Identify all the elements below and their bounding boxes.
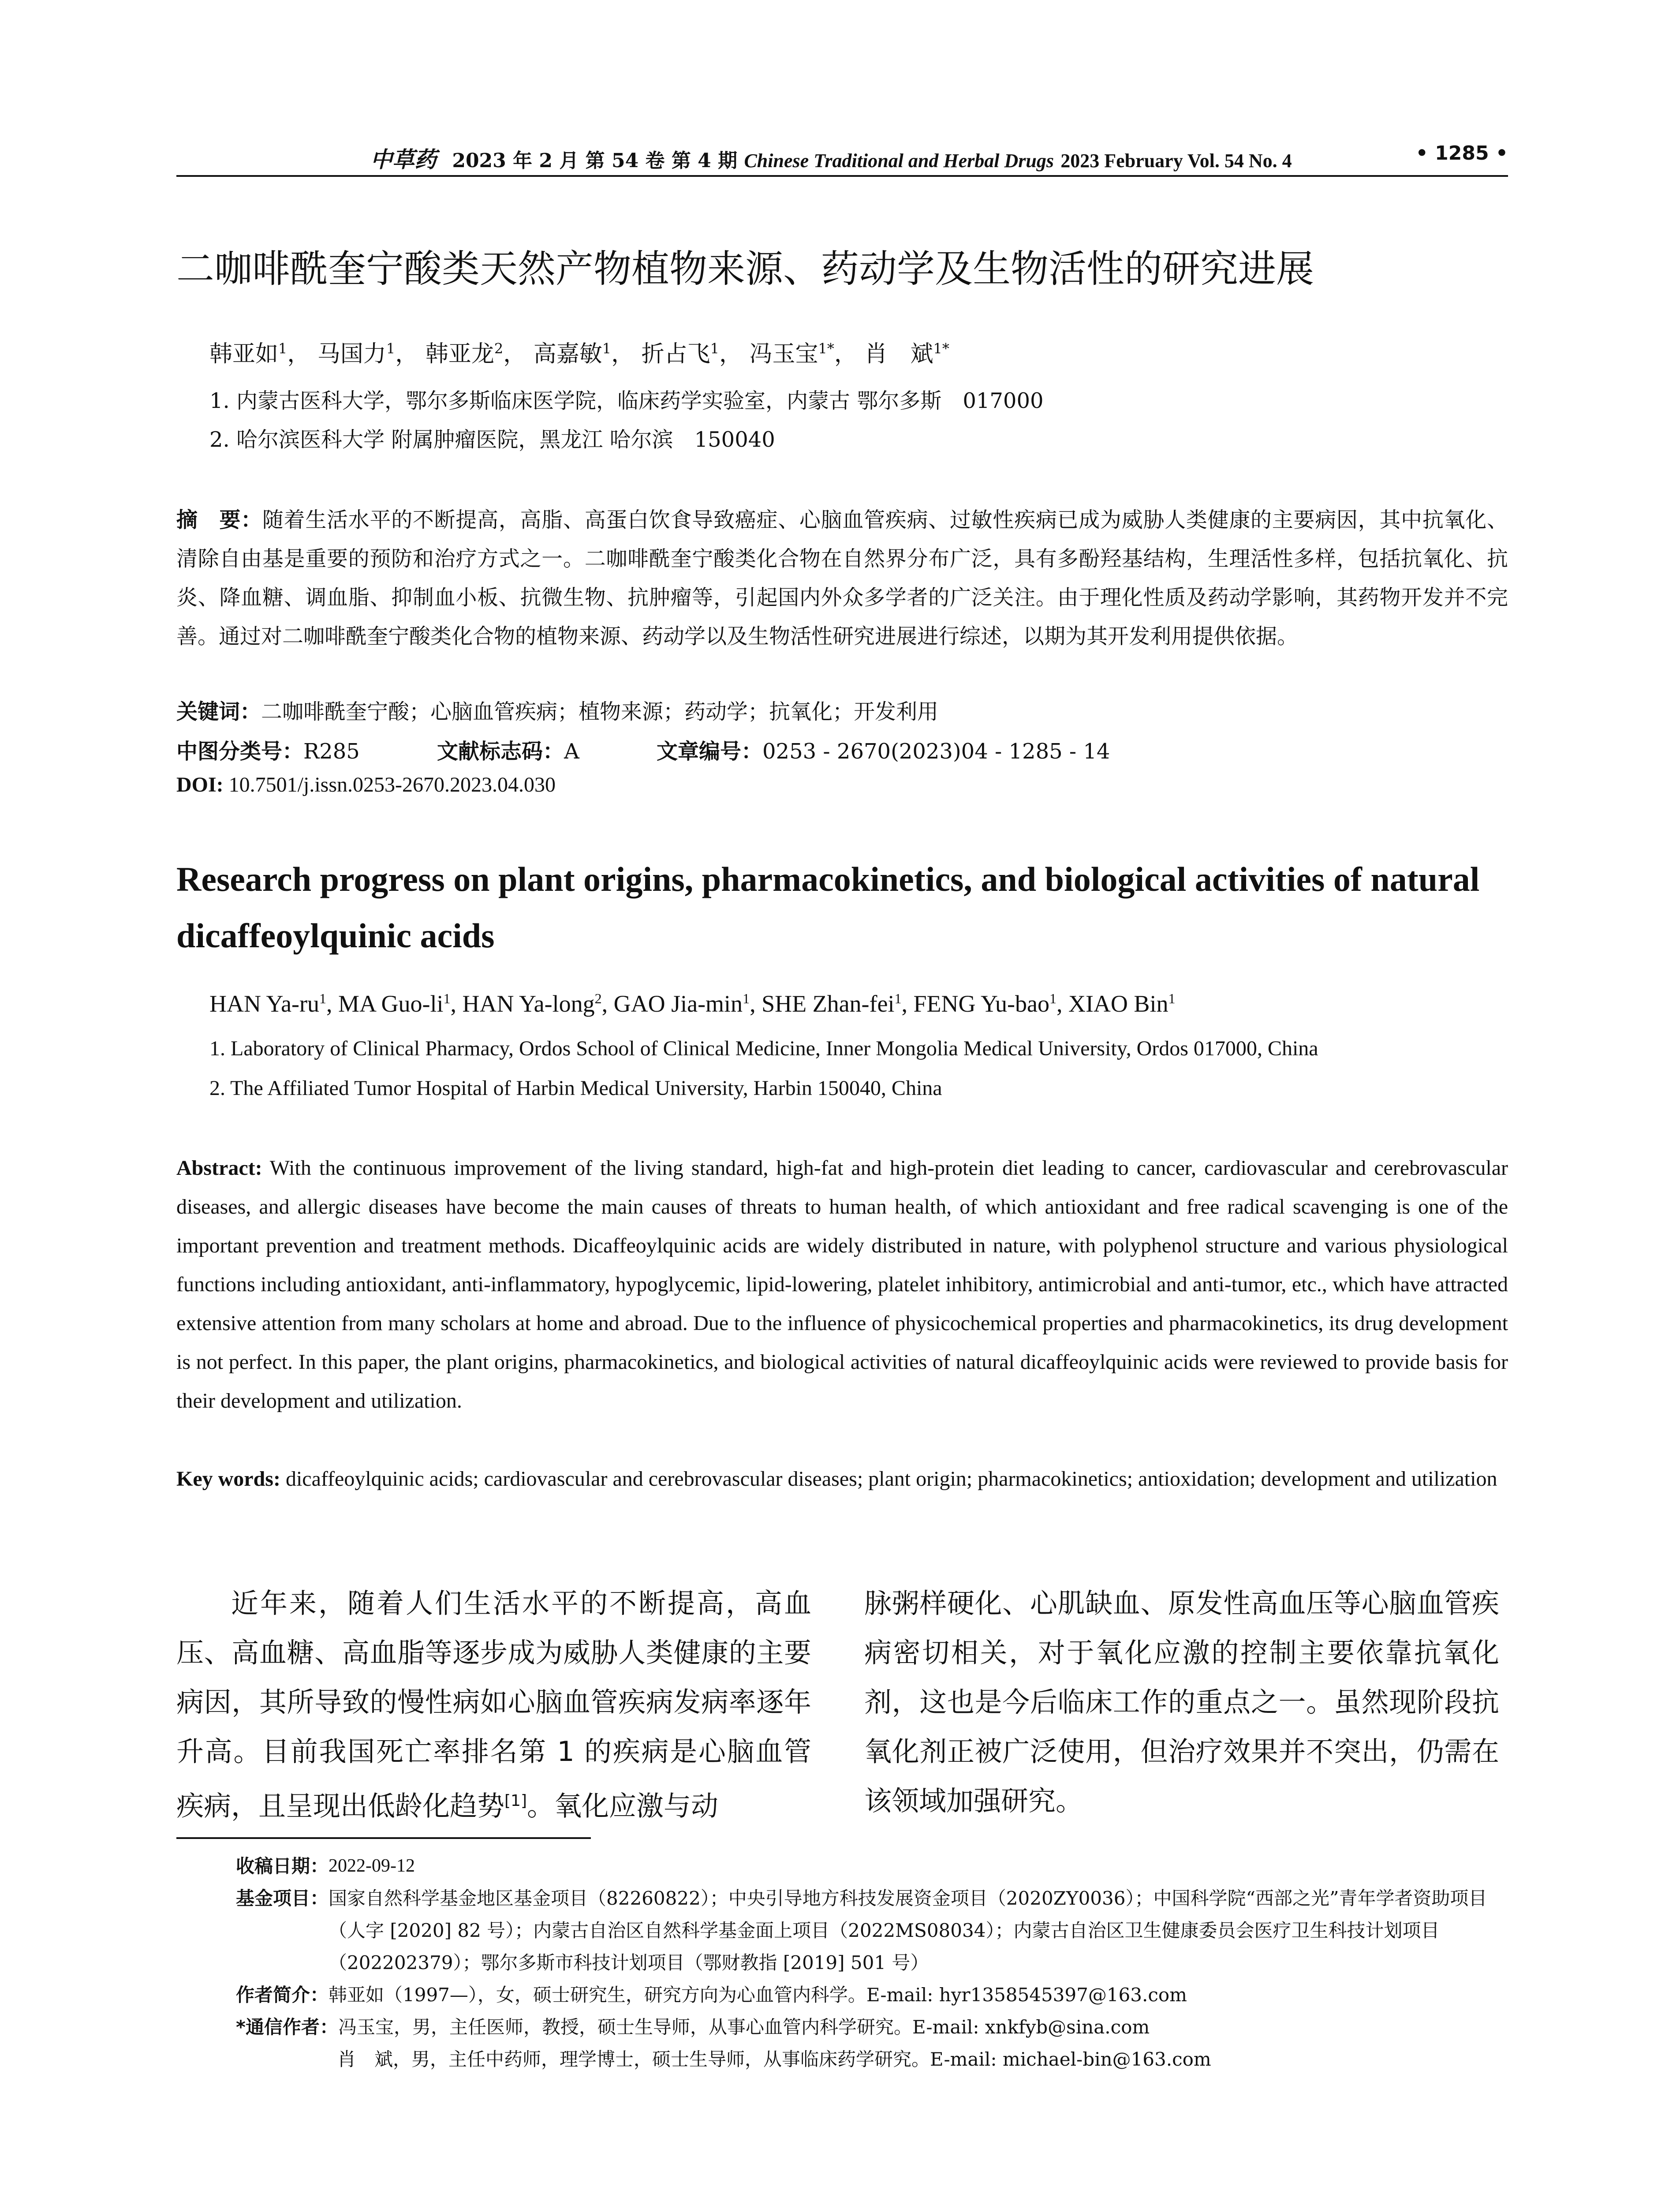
abstract-cn-text: 随着生活水平的不断提高，高脂、高蛋白饮食导致癌症、心脑血管疾病、过敏性疾病已成为威胁人类健康的主要病因，其中抗氧化、清除自由基是重要的预防和治疗方式之一。二咖啡酰奎宁酸类化合物在自然界分布广泛，具有多酚羟基结构，生理活性多样，包括抗氧化、抗炎、降血糖、调血脂、抑制血小板、抗微生物、抗肿瘤等，引起国内外众多学者的广泛关注。由于理化性质及药动学影响，其药物开发并不完善。通过对二咖啡酰奎宁酸类化合物的植物来源、药动学以及生物活性研究进展进行综述，以期为其开发利用提供依据。 — [176, 508, 1508, 649]
issue-en: 2023 February Vol. 54 No. 4 — [1060, 150, 1292, 172]
author-en: XIAO Bin$^1$ — [1068, 990, 1176, 1017]
author-en: SHE Zhan-fei$^1$ — [762, 990, 902, 1017]
affiliation-en: 2. The Affiliated Tumor Hospital of Harbin Medical University, Harbin 150040, China — [209, 1076, 942, 1100]
author-bio: 作者简介： 韩亚如（1997—），女，硕士研究生，研究方向为心血管内科学。E-mail: hyr1358545397@163.com — [236, 1984, 1187, 2006]
abstract-en-label: Abstract: — [176, 1156, 262, 1180]
author-en: HAN Ya-long$^2$ — [462, 990, 602, 1017]
journal-header — [370, 142, 1292, 174]
corresponding-author: *通信作者： 冯玉宝，男，主任医师，教授，硕士生导师，从事心血管内科学研究。E-mail: xnkfyb@sina.com — [236, 2016, 1150, 2038]
abstract-en-text: With the continuous improvement of the living standard, high-fat and high-protein diet leading to cancer, cardiovascular and cerebrovascular diseases, and allergic diseases have become the main causes of threats to human health, of which antioxidant and free radical scavenging is one of the important prevention and treatment methods. Dicaffeoylquinic acids are widely distributed in nature, with polyphenol structure and various physiological functions including antioxidant, anti-inflammatory, hypoglycemic, lipid-lowering, platelet inhibitory, antimicrobial and anti-tumor, etc., which have attracted extensive attention from many scholars at home and abroad. Due to the influence of physicochemical properties and pharmacokinetics, its drug development is not perfect. In this paper, the plant origins, pharmacokinetics, and biological activities of natural dicaffeoylquinic acids were reviewed to provide basis for their development and utilization. — [176, 1156, 1508, 1413]
fund-info: 基金项目： 国家自然科学基金地区基金项目（82260822）；中央引导地方科技发展资金项目（2020ZY0036）；中国科学院“西部之光”青年学者资助项目（人字 [2020] 82 号）；内蒙古自治区自然科学基金面上项目（2022MS08034）；内蒙古自治区卫生健康委员会医疗卫生科技计划项目（202202379）；鄂尔多斯市科技计划项目（鄂财教指 [2019] 501 号） — [236, 1887, 1487, 1973]
author-cn: 韩亚龙$^2$ — [425, 340, 504, 367]
authors-cn: 韩亚如$^1$， 马国力$^1$， 韩亚龙$^2$， 高嘉敏$^1$， 折占飞$^1$， 冯玉宝$^{1*}$， 肖 斌$^{1*}$ — [209, 340, 949, 367]
affiliation-cn: 1. 内蒙古医科大学，鄂尔多斯临床医学院，临床药学实验室，内蒙古 鄂尔多斯 017000 — [209, 389, 1044, 413]
footnote-divider — [176, 1837, 591, 1839]
keywords-cn — [176, 695, 1508, 725]
author-cn: 高嘉敏$^1$ — [533, 340, 612, 367]
keywords-en-text: dicaffeoylquinic acids; cardiovascular and cerebrovascular diseases; plant origin; pharmacokinetics; antioxidation; development and utilization — [285, 1467, 1497, 1491]
doi: DOI: 10.7501/j.issn.0253-2670.2023.04.030 — [176, 773, 556, 796]
header-divider — [176, 175, 1508, 177]
abstract-en — [176, 1149, 1508, 1420]
running-header — [176, 142, 1508, 173]
journal-name-en: Chinese Traditional and Herbal Drugs — [744, 150, 1054, 172]
keywords-en-label: Key words: — [176, 1467, 280, 1491]
classification-info — [176, 734, 1508, 765]
keywords-cn-text: 二咖啡酰奎宁酸；心脑血管疾病；植物来源；药动学；抗氧化；开发利用 — [261, 699, 939, 724]
author-en: GAO Jia-$\min^1$ — [613, 990, 750, 1017]
author-en: FENG Yu-bao$^1$ — [913, 990, 1057, 1017]
page-number: • 1285 • — [1415, 142, 1508, 164]
title-cn: 二咖啡酰奎宁酸类天然产物植物来源、药动学及生物活性的研究进展 — [176, 247, 1314, 291]
abstract-cn-label: 摘 要： — [176, 508, 262, 532]
author-cn: 肖 斌$^{1*}$ — [864, 340, 949, 367]
issue-cn: 2023 年 2 月 第 54 卷 第 4 期 — [452, 149, 738, 172]
author-cn: 折占飞$^1$ — [641, 340, 719, 367]
author-en: MA Guo-$li^1$ — [338, 990, 451, 1017]
clc-number: 中图分类号：R285 — [176, 739, 360, 764]
body-column-right: 脉粥样硬化、心肌缺血、原发性高血压等心脑血管疾病密切相关，对于氧化应激的控制主要依靠抗氧化剂，这也是今后临床工作的重点之一。虽然现阶段抗氧化剂正被广泛使用，但治疗效果并不突出，仍需在该领域加强研究。 — [864, 1587, 1499, 1817]
keywords-en — [176, 1460, 1508, 1499]
author-cn: 马国力$^1$ — [317, 340, 396, 367]
author-en: HAN $Ya-ru^1$ — [209, 990, 327, 1017]
journal-name-cn: 中草药 — [370, 146, 437, 172]
received-date: 收稿日期： 2022-09-12 — [236, 1855, 415, 1877]
affiliation-en: 1. Laboratory of Clinical Pharmacy, Ordos School of Clinical Medicine, Inner Mongolia Medical University, Ordos 017000, China — [209, 1037, 1318, 1060]
article-number: 文章编号：0253 - 2670(2023)04 - 1285 - 14 — [657, 739, 1110, 764]
author-cn: 冯玉宝$^{1*}$ — [749, 340, 834, 367]
affiliation-cn: 2. 哈尔滨医科大学 附属肿瘤医院，黑龙江 哈尔滨 150040 — [209, 427, 775, 452]
document-code: 文献标志码：A — [437, 739, 579, 764]
authors-en: HAN $Ya-ru^1$, MA Guo-$li^1$, HAN Ya-long$^2$, GAO Jia-$\min^1$, SHE Zhan-fei$^1$, FENG Yu-bao$^1$, XIAO Bin$^1$ — [209, 990, 1176, 1017]
title-en: Research progress on plant origins, pharmacokinetics, and biological activities of natural dicaffeoylquinic acids — [176, 860, 1480, 955]
author-cn: 韩亚如$^1$ — [209, 340, 287, 367]
keywords-cn-label: 关键词： — [176, 699, 261, 724]
citation-ref: [1] — [504, 1792, 527, 1810]
footnotes — [236, 1850, 1508, 2075]
body-column-left: 近年来，随着人们生活水平的不断提高，高血压、高血糖、高血脂等逐步成为威胁人类健康的主要病因，其所导致的慢性病如心脑血管疾病发病率逐年升高。目前我国死亡率排名第 1 的疾病是心脑血管疾病，且呈现出低龄化趋势[1]。氧化应激与动 — [176, 1587, 811, 1822]
corresponding-author-2: 肖 斌，男，主任中药师，理学博士，硕士生导师，从事临床药学研究。E-mail: michael-bin@163.com — [337, 2048, 1211, 2070]
abstract-cn — [176, 501, 1508, 656]
